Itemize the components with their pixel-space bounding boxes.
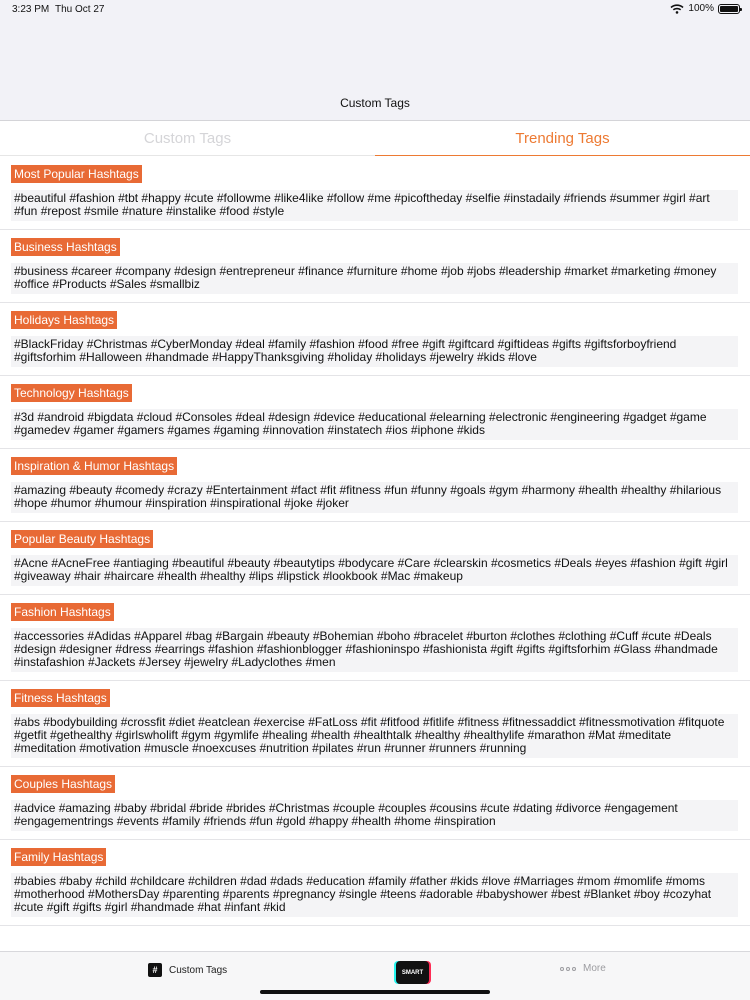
section-tags[interactable]: #babies #baby #child #childcare #children #dad #dads #education #family #father #kids #love #Marriages #mom #momlife #moms #motherhood #MothersDay #parenting #parents #pregnancy #single #teens #adorable #babyshower #best #Blanket #boy #cozyhat #cute #gift #gifts #girl #handmade #hat #infant #kid	[11, 873, 738, 917]
tab-bar-top	[0, 121, 750, 156]
section-title: Inspiration & Humor Hashtags	[11, 457, 177, 475]
tabbar-custom-label: Custom Tags	[169, 964, 228, 976]
section-title: Technology Hashtags	[11, 384, 132, 402]
list-item[interactable]	[0, 230, 750, 303]
tabbar-more[interactable]	[560, 963, 606, 974]
section-title: Family Hashtags	[11, 848, 106, 866]
section-tags[interactable]: #accessories #Adidas #Apparel #bag #Bargain #beauty #Bohemian #boho #bracelet #burton #clothes #clothing #Cuff #cute #Deals #design #designer #dress #earrings #fashion #fashionblogger #fashioninspo #fashionista #gift #gifts #giftsforhim #Glass #handmade #instafashion #Jackets #Jersey #jewelry #Ladyclothes #men	[11, 628, 738, 672]
wifi-icon	[670, 4, 684, 14]
status-bar	[0, 0, 750, 20]
list-item[interactable]	[0, 449, 750, 522]
section-title: Business Hashtags	[11, 238, 120, 256]
battery-icon	[718, 4, 740, 14]
section-tags[interactable]: #advice #amazing #baby #bridal #bride #brides #Christmas #couple #couples #cousins #cute #dating #divorce #engagement #engagementrings #events #family #friends #fun #gold #happy #health #home #inspiration	[11, 800, 738, 831]
tabbar-custom-tags[interactable]	[148, 963, 227, 977]
page-title: Custom Tags	[340, 96, 410, 110]
section-tags[interactable]: #amazing #beauty #comedy #crazy #Entertainment #fact #fit #fitness #fun #funny #goals #gym #harmony #health #healthy #hilarious #hope #humor #humour #inspiration #inspirational #joke #joker	[11, 482, 738, 513]
battery-percent: 100%	[688, 3, 714, 14]
home-indicator	[260, 990, 490, 994]
nav-header	[0, 20, 750, 121]
list-item[interactable]	[0, 681, 750, 767]
more-dots-icon	[560, 967, 576, 971]
section-tags[interactable]: #beautiful #fashion #tbt #happy #cute #followme #like4like #follow #me #picoftheday #selfie #instadaily #friends #summer #girl #art #fun #repost #smile #nature #instalike #food #style	[11, 190, 738, 221]
section-tags[interactable]: #Acne #AcneFree #antiaging #beautiful #beauty #beautytips #bodycare #Care #clearskin #cosmetics #Deals #eyes #fashion #gift #girl #giveaway #hair #haircare #health #healthy #lips #lipstick #lookbook #Mac #makeup	[11, 555, 738, 586]
list-item[interactable]	[0, 840, 750, 926]
status-right	[670, 3, 740, 14]
section-title: Fitness Hashtags	[11, 689, 110, 707]
section-title: Fashion Hashtags	[11, 603, 114, 621]
status-time: 3:23 PM	[12, 4, 50, 15]
tab-trending-tags[interactable]: Trending Tags	[375, 121, 750, 156]
section-title: Couples Hashtags	[11, 775, 115, 793]
section-tags[interactable]: #3d #android #bigdata #cloud #Consoles #deal #design #device #educational #elearning #electronic #engineering #gadget #game #gamedev #gamer #gamers #games #gaming #innovation #instatech #ios #iphone #kids	[11, 409, 738, 440]
list-item[interactable]	[0, 376, 750, 449]
tabbar-more-label: More	[583, 963, 606, 974]
list-item[interactable]	[0, 522, 750, 595]
smart-button[interactable]: SMART	[396, 961, 429, 984]
list-item[interactable]	[0, 595, 750, 681]
tab-custom-tags[interactable]: Custom Tags	[0, 121, 375, 156]
status-date: Thu Oct 27	[55, 4, 105, 15]
list-item[interactable]	[0, 303, 750, 376]
section-tags[interactable]: #BlackFriday #Christmas #CyberMonday #deal #family #fashion #food #free #gift #giftcard #giftideas #gifts #giftsforboyfriend #giftsforhim #Halloween #handmade #HappyThanksgiving #holiday #holidays #jewelry #kids #love	[11, 336, 738, 367]
list-item[interactable]	[0, 767, 750, 840]
hashtag-list[interactable]	[0, 157, 750, 951]
section-title: Most Popular Hashtags	[11, 165, 142, 183]
list-item[interactable]	[0, 157, 750, 230]
section-tags[interactable]: #abs #bodybuilding #crossfit #diet #eatclean #exercise #FatLoss #fit #fitfood #fitlife #fitness #fitnessaddict #fitnessmotivation #fitquote #getfit #gethealthy #girlswholift #gym #gymlife #healing #health #healthtalk #healthy #healthylife #marathon #Mat #meditate #meditation #motivation #muscle #noexcuses #nutrition #pilates #run #runner #runners #running	[11, 714, 738, 758]
hashtag-icon: #	[148, 963, 162, 977]
section-tags[interactable]: #business #career #company #design #entrepreneur #finance #furniture #home #job #jobs #leadership #market #marketing #money #office #Products #Sales #smallbiz	[11, 263, 738, 294]
section-title: Holidays Hashtags	[11, 311, 117, 329]
section-title: Popular Beauty Hashtags	[11, 530, 153, 548]
